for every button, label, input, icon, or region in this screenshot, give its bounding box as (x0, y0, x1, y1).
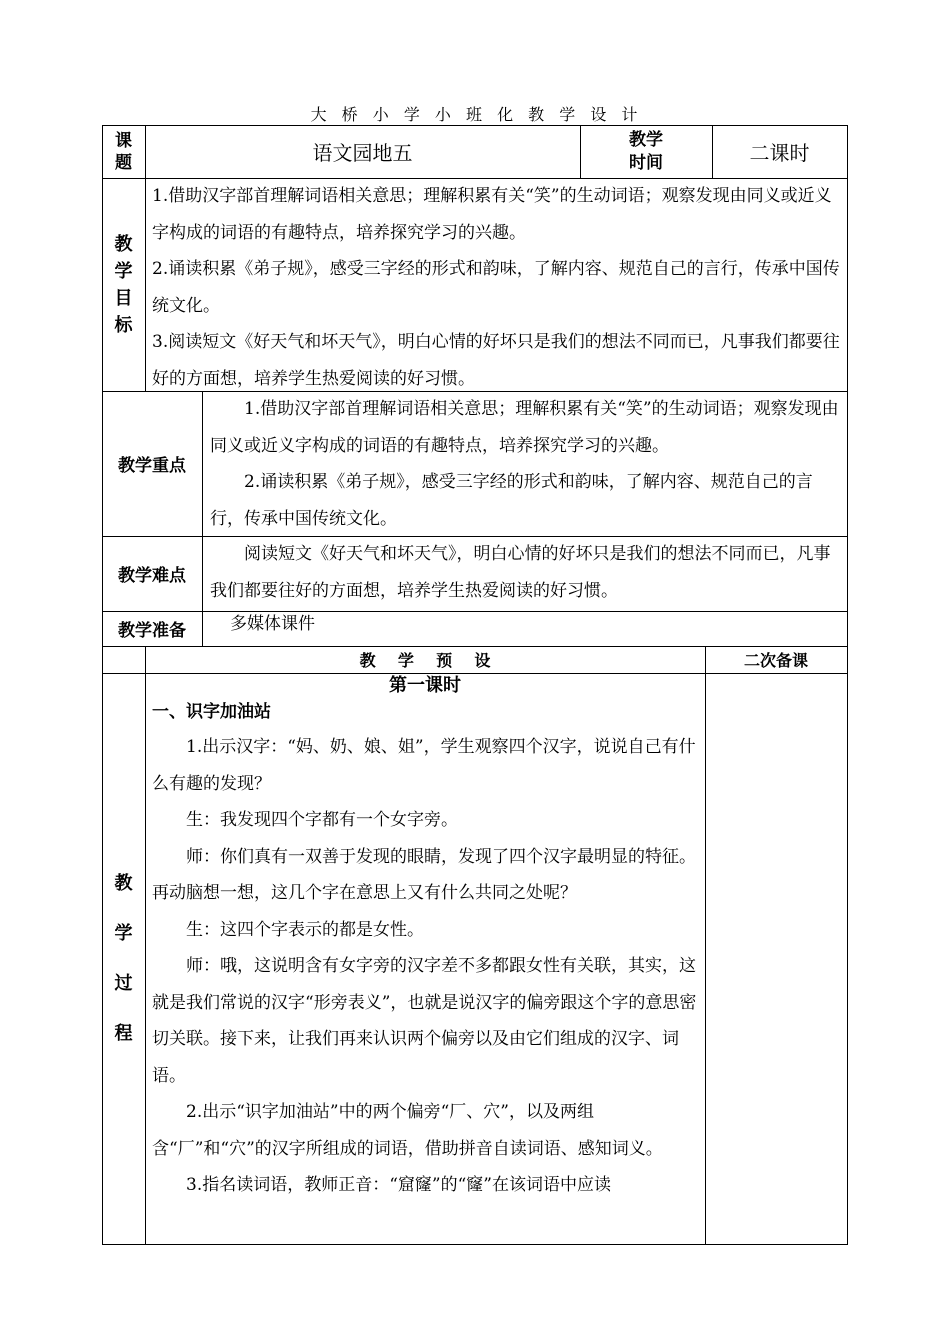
goal-item-3: 3.阅读短文《好天气和坏天气》，明白心情的好坏只是我们的想法不同而已，凡事我们都要往好的方面想，培养学生热爱阅读的好习惯。 (152, 332, 840, 389)
process-paragraph: 3.指名读词语，教师正音：“窟窿”的“窿”在该词语中应读 (186, 1175, 611, 1195)
process-content (152, 673, 698, 1244)
key-point-item-1: 1.借助汉字部首理解词语相关意思；理解积累有关“笑”的生动词语；观察发现由同义或近义字构成的词语的有趣特点，培养探究学习的兴趣。 (210, 399, 839, 456)
teaching-time-value: 二课时 (749, 141, 810, 165)
process-label-char: 学 (114, 922, 133, 944)
process-paragraph: 1.出示汉字：“妈、奶、娘、姐”，学生观察四个汉字，说说自己有什么有趣的发现？ (152, 737, 696, 794)
page-header-title: 大 桥 小 学 小 班 化 教 学 设 计 (310, 105, 640, 124)
process-label-char: 教 (114, 872, 133, 894)
process-paragraph: 2.出示“识字加油站”中的两个偏旁“厂、穴”，以及两组含“厂”和“穴”的汉字所组成的词语，借助拼音自读词语、感知词义。 (152, 1102, 663, 1159)
teaching-time-label-line2: 时间 (629, 152, 663, 173)
topic-label-cell (102, 125, 145, 178)
key-point-item-2: 2.诵读积累《弟子规》，感受三字经的形式和韵味，了解内容、规范自己的言行，传承中国传统文化。 (210, 472, 813, 529)
goals-label-char: 标 (114, 314, 133, 336)
process-paragraph: 师：你们真有一双善于发现的眼睛，发现了四个汉字最明显的特征。再动脑想一想，这几个字在意思上又有什么共同之处呢？ (152, 846, 696, 903)
topic-value: 语文园地五 (312, 141, 413, 165)
key-points-label: 教学重点 (118, 456, 186, 476)
goals-label-char: 教 (114, 233, 133, 255)
goal-item-2: 2.诵读积累《弟子规》，感受三字经的形式和韵味，了解内容、规范自己的言行，传承中国传统文化。 (152, 259, 840, 316)
goal-item-1: 1.借助汉字部首理解词语相关意思；理解积累有关“笑”的生动词语；观察发现由同义或近义字构成的词语的有趣特点，培养探究学习的兴趣。 (152, 186, 832, 243)
process-paragraph: 生：我发现四个字都有一个女字旁。 (186, 810, 458, 830)
goals-label-char: 学 (114, 260, 133, 282)
difficulties-text: 阅读短文《好天气和坏天气》，明白心情的好坏只是我们的想法不同而已，凡事我们都要往好的方面想，培养学生热爱阅读的好习惯。 (210, 544, 831, 601)
lesson-title: 第一课时 (389, 675, 461, 696)
preparation-label: 教学准备 (118, 621, 186, 641)
process-label-char: 程 (114, 1022, 133, 1044)
process-label (102, 673, 145, 1244)
difficulties-label: 教学难点 (118, 566, 186, 586)
teaching-time-label (580, 125, 712, 178)
process-paragraph: 师：哦，这说明含有女字旁的汉字差不多都跟女性有关联，其实，这就是我们常说的汉字“形旁表义”，也就是说汉字的偏旁跟这个字的意思密切关联。接下来，让我们再来认识两个偏旁以及由它们组成的汉字、词语。 (152, 956, 697, 1086)
section-title: 一、识字加油站 (152, 702, 271, 722)
process-paragraph: 生：这四个字表示的都是女性。 (186, 919, 424, 940)
difficulties-content (210, 536, 842, 609)
goals-content (152, 178, 842, 397)
goals-label-char: 目 (114, 287, 133, 309)
secondary-prep-header: 二次备课 (743, 651, 808, 670)
secondary-prep-cell[interactable] (705, 673, 847, 1244)
process-label-char: 过 (114, 972, 133, 994)
key-points-content (210, 391, 842, 537)
teaching-time-label-line1: 教学 (629, 129, 663, 150)
preparation-text: 多媒体课件 (230, 614, 315, 634)
topic-label: 课题 (115, 130, 132, 173)
preset-header: 教 学 预 设 (359, 651, 491, 670)
goals-label (102, 178, 145, 391)
